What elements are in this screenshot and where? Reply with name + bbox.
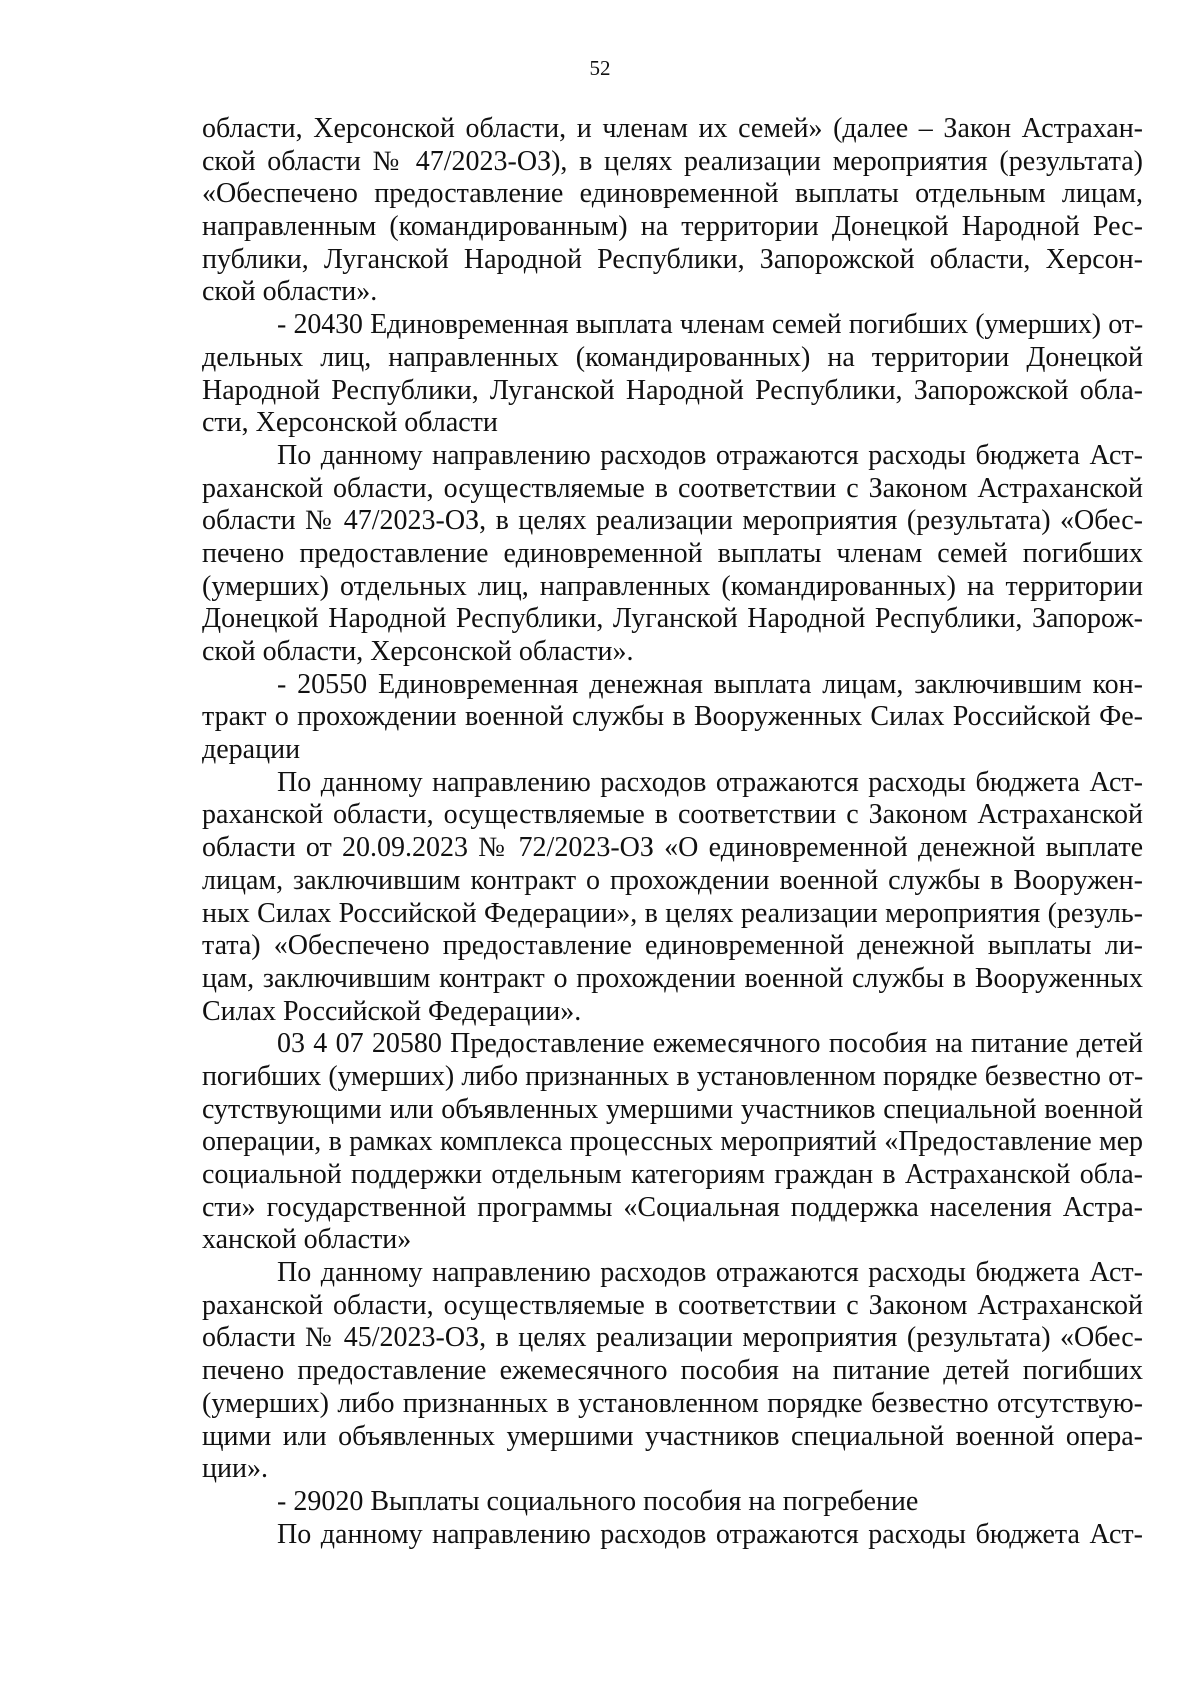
text-line: По данному направлению расходов отражаются расходы бюджета Аст- xyxy=(277,766,1143,798)
text-line: щими или объявленных умершими участников специальной военной опера- xyxy=(202,1420,1143,1452)
text-line: дерации xyxy=(202,734,301,766)
page-number: 52 xyxy=(589,56,611,80)
text-line: ции». xyxy=(202,1453,268,1485)
text-line: 03 4 07 20580 Предоставление ежемесячного пособия на питание детей xyxy=(277,1028,1143,1060)
text-line: публики, Луганской Народной Республики, Запорожской области, Херсон- xyxy=(202,243,1143,275)
text-line: ской области № 47/2023-ОЗ), в целях реализации мероприятия (результата) xyxy=(202,145,1143,177)
text-line: «Обеспечено предоставление единовременной выплаты отдельным лицам, xyxy=(202,178,1143,210)
text-line: цам, заключившим контракт о прохождении военной службы в Вооруженных xyxy=(202,962,1143,994)
text-line: ской области». xyxy=(202,276,378,308)
document-body xyxy=(202,113,1143,1551)
text-line: Народной Республики, Луганской Народной Республики, Запорожской обла- xyxy=(202,374,1143,406)
text-line: области № 47/2023-ОЗ, в целях реализации мероприятия (результата) «Обес- xyxy=(202,505,1143,537)
text-line: раханской области, осуществляемые в соответствии с Законом Астраханской xyxy=(202,472,1143,504)
text-line: направленным (командированным) на территории Донецкой Народной Рес- xyxy=(202,211,1143,243)
text-line: области, Херсонской области, и членам их семей» (далее – Закон Астрахан- xyxy=(202,113,1143,144)
text-line: - 20430 Единовременная выплата членам семей погибших (умерших) от- xyxy=(277,309,1143,341)
text-line: Силах Российской Федерации». xyxy=(202,995,582,1027)
text-line: раханской области, осуществляемые в соответствии с Законом Астраханской xyxy=(202,799,1143,831)
text-line: тракт о прохождении военной службы в Вооруженных Силах Российской Фе- xyxy=(202,701,1143,733)
text-line: социальной поддержки отдельным категориям граждан в Астраханской обла- xyxy=(202,1159,1143,1190)
text-line: области № 45/2023-ОЗ, в целях реализации мероприятия (результата) «Обес- xyxy=(202,1322,1143,1354)
text-line: раханской области, осуществляемые в соответствии с Законом Астраханской xyxy=(202,1289,1143,1321)
text-line: По данному направлению расходов отражаются расходы бюджета Аст- xyxy=(277,1518,1143,1550)
text-line: ской области, Херсонской области». xyxy=(202,636,634,667)
text-line: сти» государственной программы «Социальная поддержка населения Астра- xyxy=(202,1191,1143,1223)
text-line: дельных лиц, направленных (командированных) на территории Донецкой xyxy=(202,341,1143,373)
text-line: - 20550 Единовременная денежная выплата лицам, заключившим кон- xyxy=(277,668,1143,700)
text-line: лицам, заключившим контракт о прохождении военной службы в Вооружен- xyxy=(202,864,1143,896)
text-line: (умерших) либо признанных в установленном порядке безвестно отсутствую- xyxy=(202,1387,1143,1419)
text-line: печено предоставление единовременной выплаты членам семей погибших xyxy=(202,537,1143,569)
text-line: ных Силах Российской Федерации», в целях реализации мероприятия (резуль- xyxy=(202,897,1143,929)
text-line: печено предоставление ежемесячного пособия на питание детей погибших xyxy=(202,1355,1143,1387)
text-line: области от 20.09.2023 № 72/2023-ОЗ «О единовременной денежной выплате xyxy=(202,832,1143,864)
text-line: - 29020 Выплаты социального пособия на погребение xyxy=(277,1485,919,1517)
text-line: сутствующими или объявленных умершими участников специальной военной xyxy=(202,1093,1143,1125)
text-line: погибших (умерших) либо признанных в установленном порядке безвестно от- xyxy=(202,1060,1143,1092)
text-line: По данному направлению расходов отражаются расходы бюджета Аст- xyxy=(277,439,1143,471)
text-line: По данному направлению расходов отражаются расходы бюджета Аст- xyxy=(277,1257,1143,1289)
text-line: ханской области» xyxy=(202,1224,412,1256)
text-line: Донецкой Народной Республики, Луганской Народной Республики, Запорож- xyxy=(202,603,1143,635)
text-line: операции, в рамках комплекса процессных мероприятий «Предоставление мер xyxy=(202,1126,1143,1158)
text-line: тата) «Обеспечено предоставление единовременной денежной выплаты ли- xyxy=(202,930,1143,962)
text-line: (умерших) отдельных лиц, направленных (командированных) на территории xyxy=(202,570,1143,602)
text-line: сти, Херсонской области xyxy=(202,407,498,439)
